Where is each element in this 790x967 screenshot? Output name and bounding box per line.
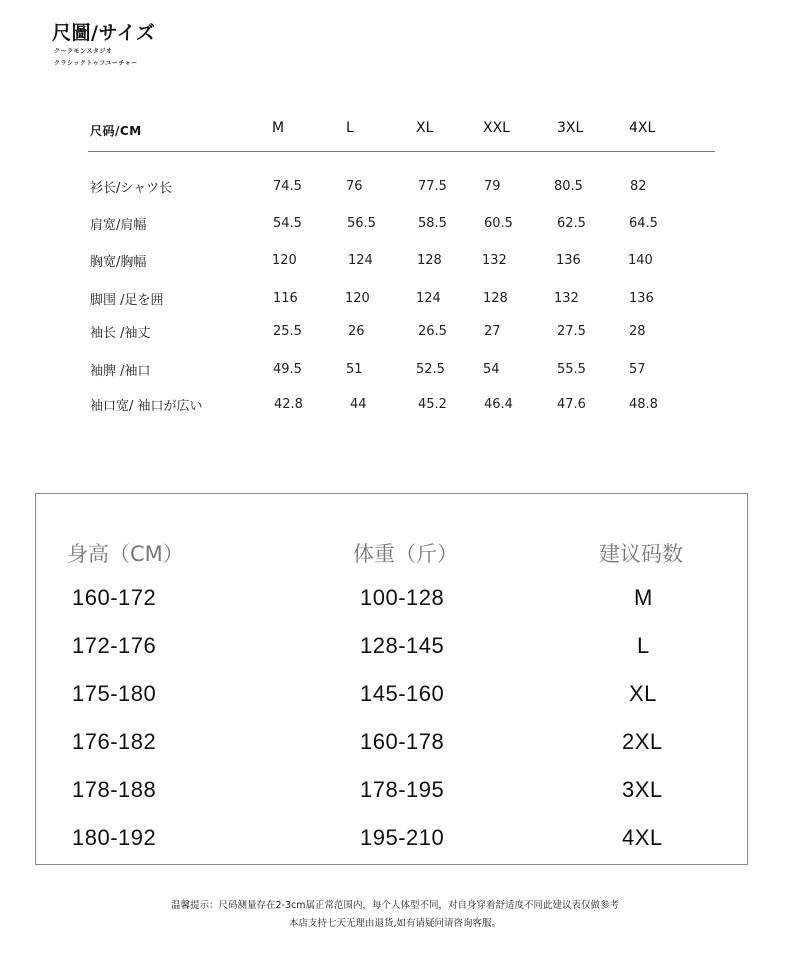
rec-header-height: 身高（CM）: [67, 542, 184, 566]
rec-header-weight: 体重（斤）: [353, 542, 458, 566]
table-cell: 76: [346, 179, 363, 194]
table-cell: 128: [417, 253, 442, 268]
rec-height: 176-182: [72, 729, 157, 754]
table-cell: 64.5: [629, 216, 658, 231]
table-cell: 55.5: [557, 362, 586, 377]
page-title: 尺圖/サイズ: [52, 22, 156, 44]
table-cell: 42.8: [274, 397, 303, 412]
table-cell: 120: [345, 291, 370, 306]
rec-height: 175-180: [72, 681, 157, 706]
size-table-header-m: M: [272, 120, 285, 136]
footer-note: 温馨提示：尺码测量存在2-3cm属正常范围内，每个人体型不同，对自身穿着舒适度不同此建议表仅做参考: [171, 900, 619, 911]
table-cell: 25.5: [273, 324, 302, 339]
rec-size: 4XL: [622, 825, 663, 850]
table-cell: 140: [628, 253, 653, 268]
row-label-cuff-width: 袖口宽/ 袖口が広い: [90, 399, 203, 414]
table-cell: 26: [348, 324, 365, 339]
table-cell: 132: [554, 291, 579, 306]
rec-weight: 100-128: [360, 585, 445, 610]
table-cell: 136: [556, 253, 581, 268]
table-cell: 49.5: [273, 362, 302, 377]
rec-size: M: [634, 585, 653, 610]
rec-height: 178-188: [72, 777, 157, 802]
table-cell: 47.6: [557, 397, 586, 412]
table-cell: 77.5: [418, 179, 447, 194]
row-label-hem: 脚围 /足を囲: [90, 293, 164, 308]
table-cell: 74.5: [273, 179, 302, 194]
table-cell: 27.5: [557, 324, 586, 339]
table-cell: 56.5: [347, 216, 376, 231]
table-cell: 120: [272, 253, 297, 268]
rec-height: 180-192: [72, 825, 157, 850]
table-cell: 80.5: [554, 179, 583, 194]
table-cell: 79: [484, 179, 501, 194]
rec-height: 160-172: [72, 585, 157, 610]
table-cell: 124: [416, 291, 441, 306]
rec-size: 3XL: [622, 777, 663, 802]
table-cell: 27: [484, 324, 501, 339]
table-cell: 57: [629, 362, 646, 377]
table-cell: 60.5: [484, 216, 513, 231]
row-label-chest-width: 胸宽/胸幅: [90, 255, 147, 270]
table-cell: 48.8: [629, 397, 658, 412]
rec-weight: 160-178: [360, 729, 445, 754]
table-cell: 62.5: [557, 216, 586, 231]
rec-weight: 195-210: [360, 825, 445, 850]
table-cell: 26.5: [418, 324, 447, 339]
table-cell: 58.5: [418, 216, 447, 231]
table-cell: 128: [483, 291, 508, 306]
rec-size: 2XL: [622, 729, 663, 754]
table-cell: 54.5: [273, 216, 302, 231]
table-cell: 45.2: [418, 397, 447, 412]
table-cell: 28: [629, 324, 646, 339]
size-table-header-xxl: XXL: [483, 120, 510, 136]
table-cell: 44: [350, 397, 367, 412]
size-table-header-3xl: 3XL: [557, 120, 584, 136]
rec-weight: 145-160: [360, 681, 445, 706]
row-label-sleeve-width: 袖脾 /袖口: [90, 364, 151, 379]
table-cell: 124: [348, 253, 373, 268]
brand-subtitle: クーラモンスタジオ: [54, 48, 113, 55]
table-cell: 52.5: [416, 362, 445, 377]
rec-height: 172-176: [72, 633, 157, 658]
rec-size: L: [637, 633, 650, 658]
row-label-shirt-length: 衫长/シャツ长: [90, 181, 173, 196]
row-label-sleeve-length: 袖长 /袖丈: [90, 326, 151, 341]
table-cell: 136: [629, 291, 654, 306]
rec-size: XL: [629, 681, 657, 706]
table-cell: 116: [273, 291, 298, 306]
size-table-header-4xl: 4XL: [629, 120, 656, 136]
table-cell: 46.4: [484, 397, 513, 412]
size-table-header-l: L: [346, 120, 354, 136]
table-cell: 132: [482, 253, 507, 268]
brand-tagline: クラシックトゥフユーチャー: [54, 60, 138, 67]
table-cell: 51: [346, 362, 363, 377]
rec-weight: 178-195: [360, 777, 445, 802]
rec-header-size: 建议码数: [599, 542, 683, 566]
table-cell: 54: [483, 362, 500, 377]
size-table-header-xl: XL: [416, 120, 434, 136]
table-divider: [88, 151, 715, 152]
footer-return-policy: 本店支持七天无理由退货,如有请疑问请咨询客服。: [288, 918, 502, 929]
size-table-header-label: 尺码/CM: [90, 124, 142, 138]
table-cell: 82: [630, 179, 647, 194]
rec-weight: 128-145: [360, 633, 445, 658]
row-label-shoulder-width: 肩宽/肩幅: [90, 218, 147, 233]
